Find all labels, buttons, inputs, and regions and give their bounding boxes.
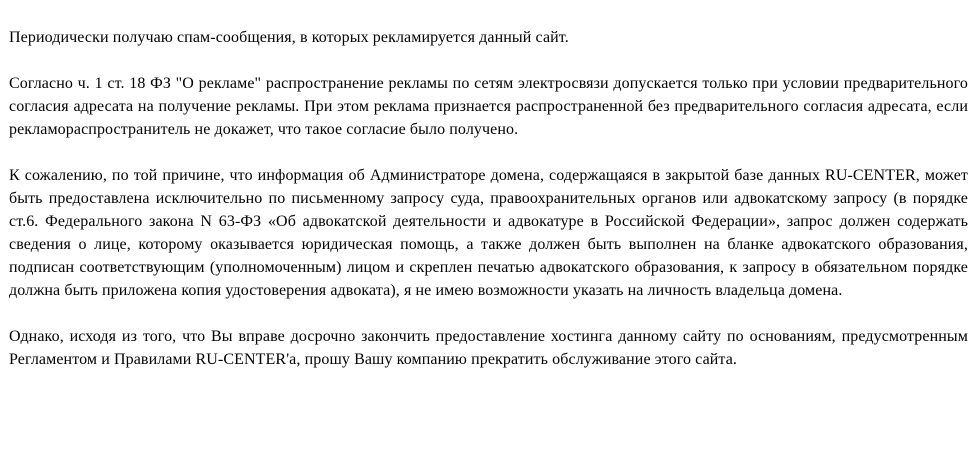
paragraph-registrar-disclosure: К сожалению, по той причине, что информация об Администраторе домена, содержащаяся в закрытой базе данных RU-CENTER, может быть предоставлена исключительно по письменному запросу суда, правоохранительных органов или адвокатскому запросу (в порядке ст.6. Федерального закона N 63-ФЗ «Об адвокатской деятельности и адвокатуре в Российской Федерации», запрос должен содержать сведения о лице, которому оказывается юридическая помощь, а также должен быть выполнен на бланке адвокатского образования, подписан соответствующим (уполномоченным) лицом и скреплен печатью адвокатского образования, к запросу в обязательном порядке должна быть приложена копия удостоверения адвоката), я не имею возможности указать на личность владельца домена. <box>9 167 968 299</box>
document-body <box>9 26 968 371</box>
paragraph-advertising-law: Согласно ч. 1 ст. 18 ФЗ "О рекламе" распространение рекламы по сетям электросвязи допускается только при условии предварительного согласия адресата на получение рекламы. При этом реклама признается распространенной без предварительного согласия адресата, если рекламораспространитель не докажет, что такое согласие было получено. <box>9 75 968 138</box>
paragraph-spam-notice: Периодически получаю спам-сообщения, в которых рекламируется данный сайт. <box>9 29 569 46</box>
paragraph-hosting-request: Однако, исходя из того, что Вы вправе досрочно закончить предоставление хостинга данному сайту по основаниям, предусмотренным Регламентом и Правилами RU-CENTER'а, прошу Вашу компанию прекратить обслуживание этого сайта. <box>9 328 968 368</box>
